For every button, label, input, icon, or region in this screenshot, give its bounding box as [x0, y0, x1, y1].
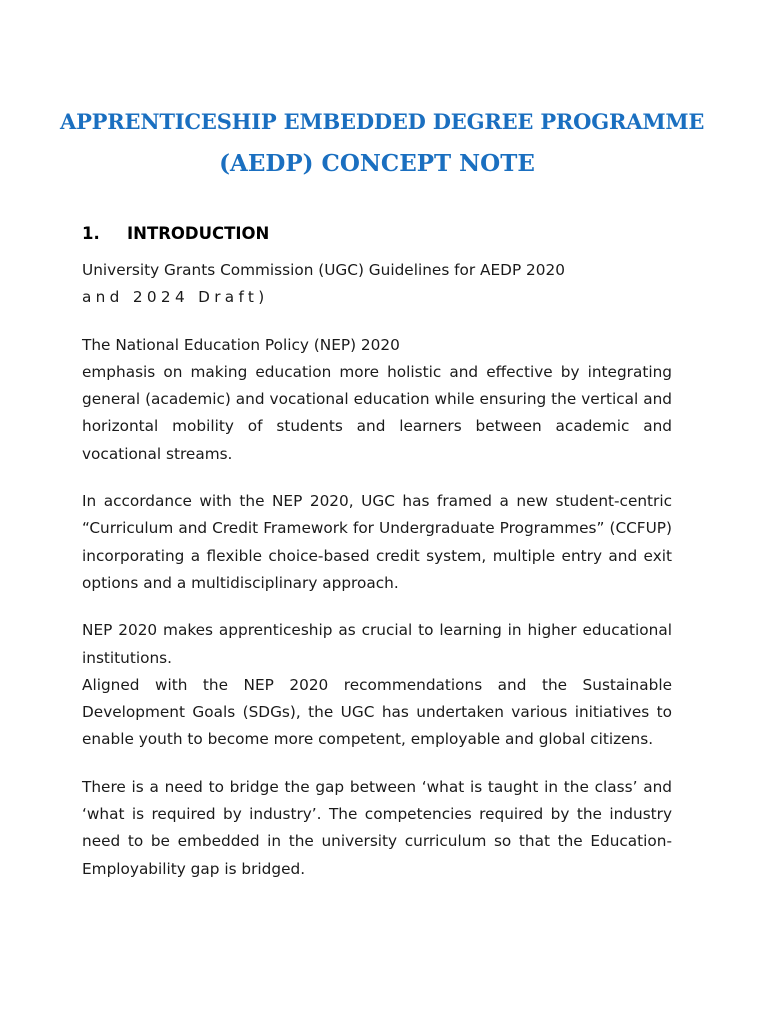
body-text [82, 257, 672, 903]
paragraph-sdgs: Aligned with the NEP 2020 recommendations and the Sustainable Development Goals (SDGs), the UGC has undertaken various initiatives to enable youth to become more competent, employable and global citizens. [82, 675, 672, 749]
paragraph-nep-emphasis: emphasis on making education more holistic and effective by integrating general (academic) and vocational education while ensuring the vertical and horizontal mobility of students and learners between academic and vocational streams. [82, 362, 672, 463]
paragraph-ugc-guidelines: University Grants Commission (UGC) Guidelines for AEDP 2020 [82, 261, 565, 279]
paragraph-ugc-guidelines-continued: and 2024 Draft) [82, 288, 269, 307]
section-heading [82, 224, 269, 243]
section-title: INTRODUCTION [127, 224, 270, 243]
paragraph-gap: There is a need to bridge the gap between ‘what is taught in the class’ and ‘what is required by industry’. The competencies required by the industry need to be embedded in the university curriculum so that the Education-Employability gap is bridged. [82, 777, 672, 878]
paragraph-nep-lead: The National Education Policy (NEP) 2020 [82, 335, 400, 354]
paragraph-apprenticeship: NEP 2020 makes apprenticeship as crucial to learning in higher educational institutions. [82, 621, 672, 667]
document-title-line-2: (AEDP) CONCEPT NOTE [219, 150, 535, 177]
paragraph-ccfup: In accordance with the NEP 2020, UGC has framed a new student-centric “Curriculum and Credit Framework for Undergraduate Programmes” (CCFUP) incorporating a flexible choice-based credit system, multiple entry and exit options and a multidisciplinary approach. [82, 492, 672, 592]
document-title-line-1: APPRENTICESHIP EMBEDDED DEGREE PROGRAMME [60, 109, 705, 134]
section-number: 1. [82, 224, 100, 243]
